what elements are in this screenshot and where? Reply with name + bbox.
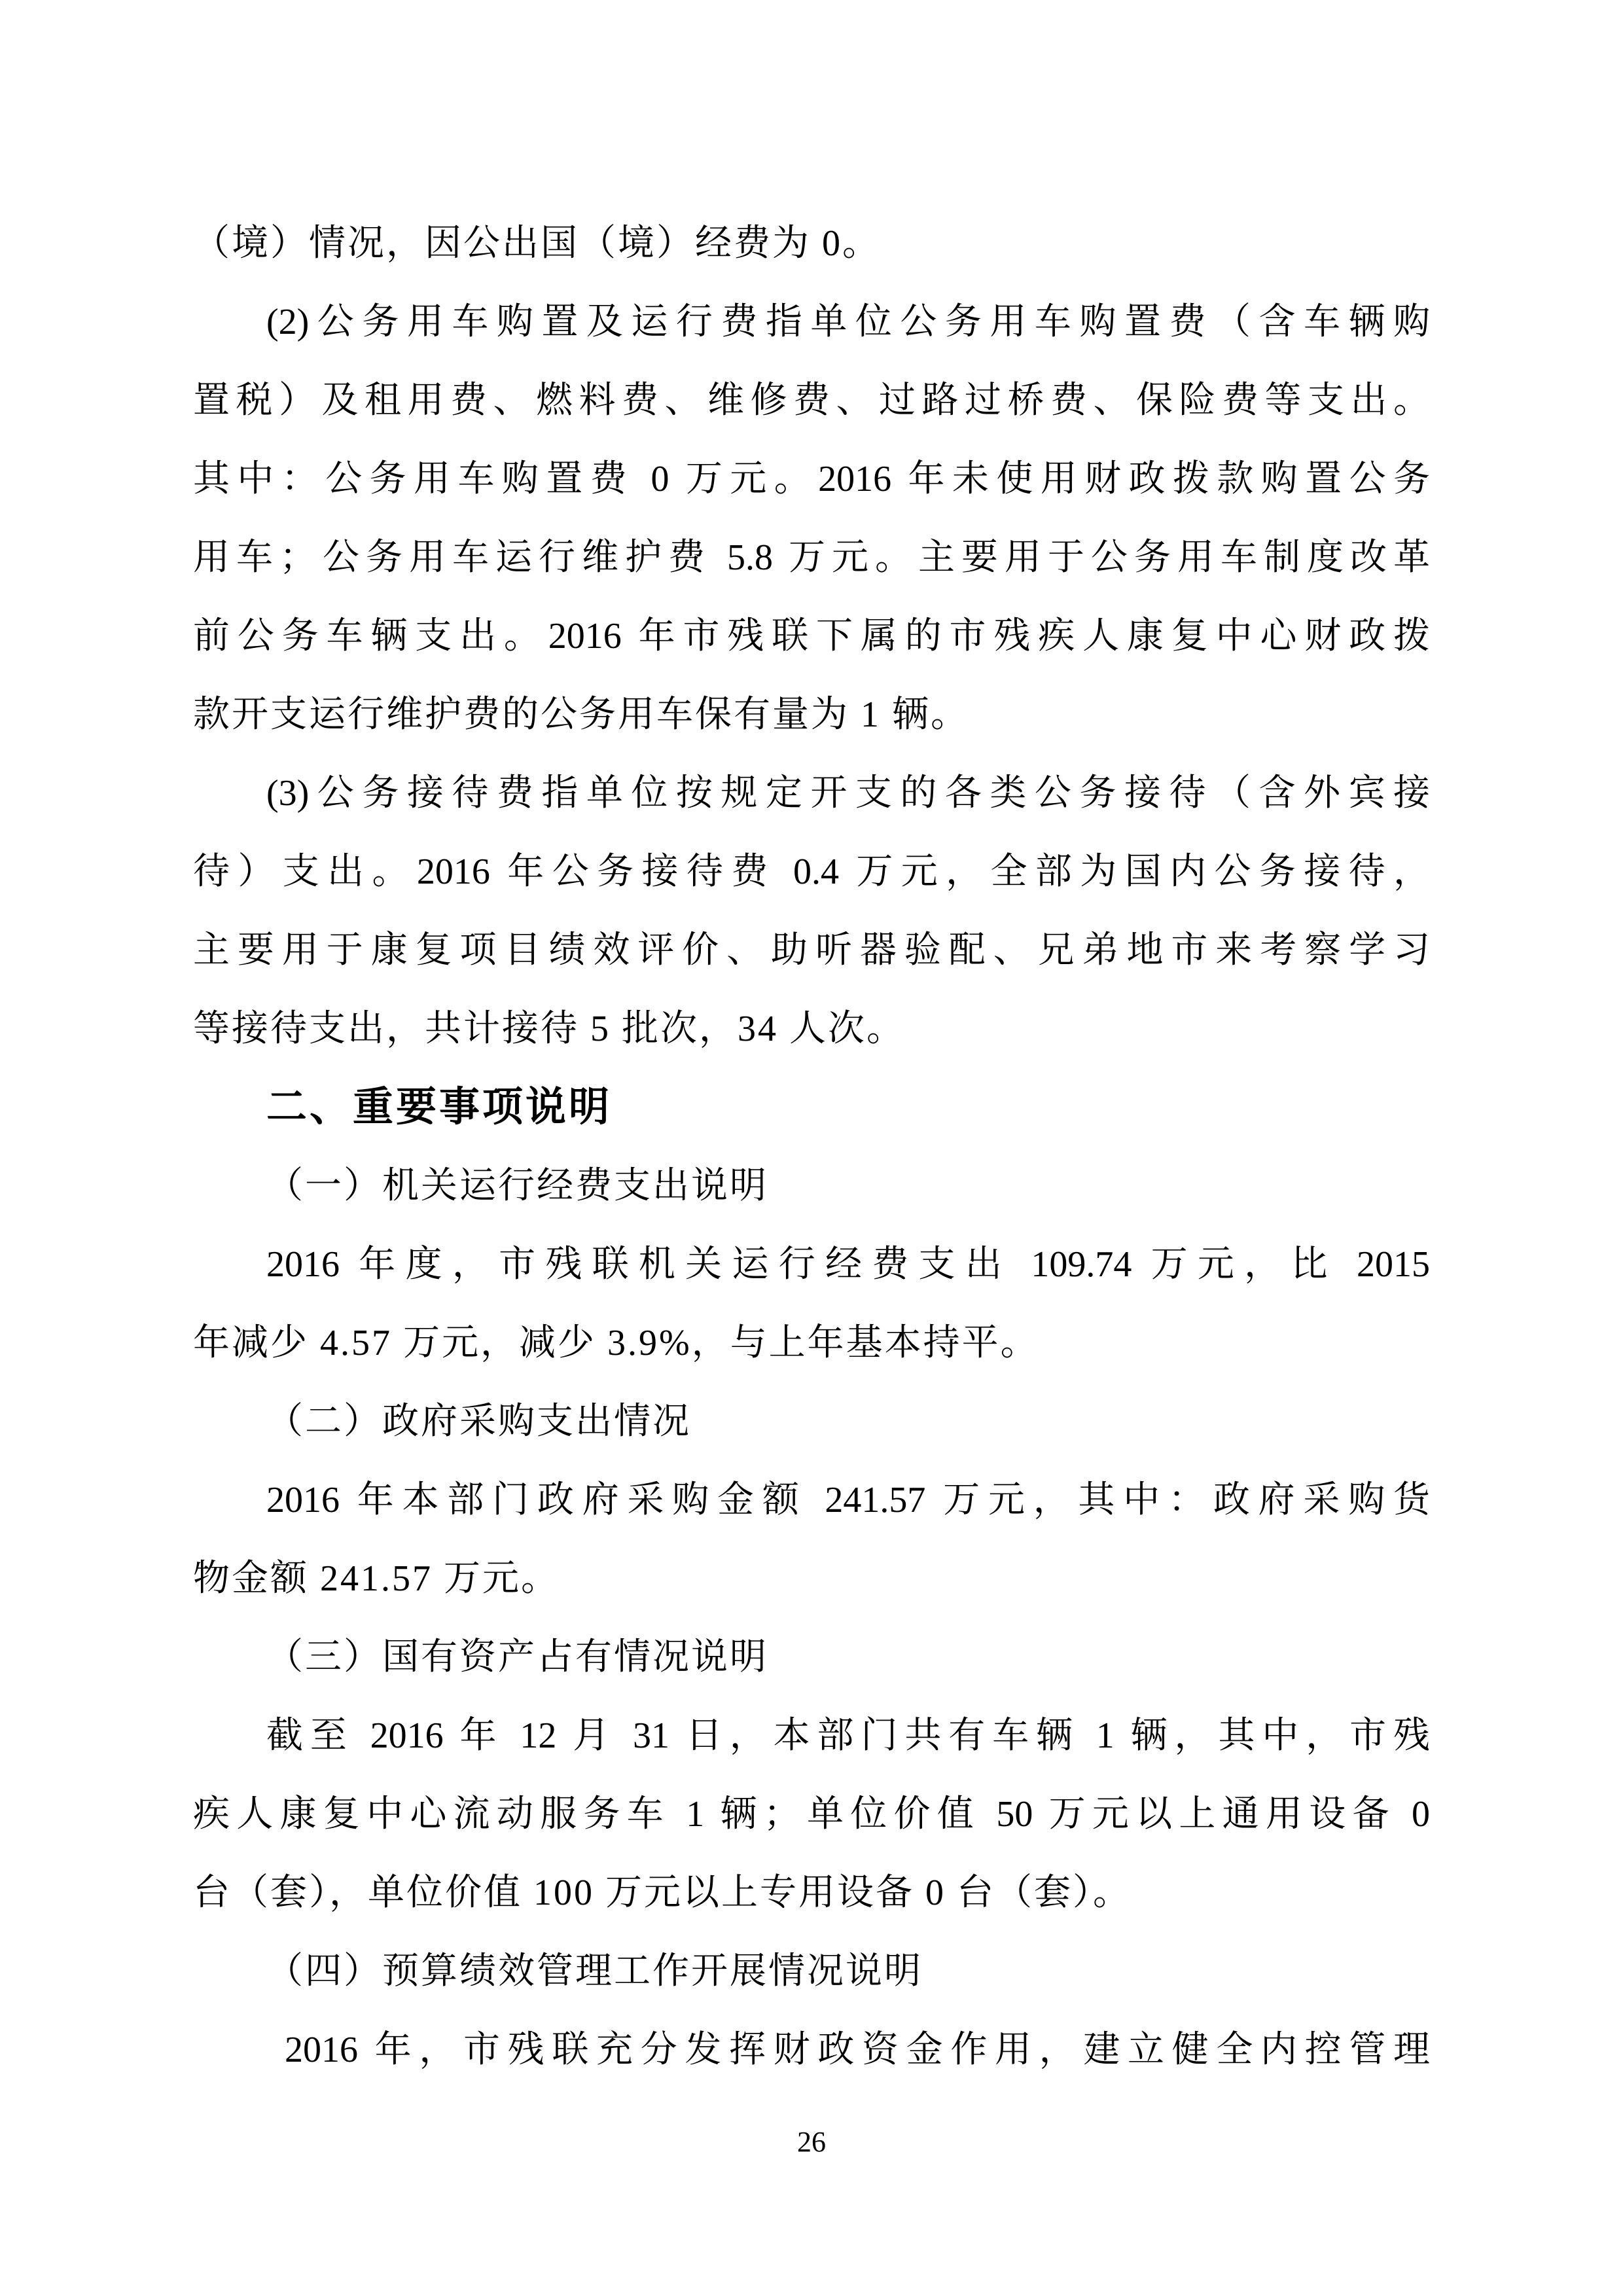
text-line: 台（套），单位价值 100 万元以上专用设备 0 台（套）。	[193, 1873, 1132, 1913]
text-line: 等接待支出，共计接待 5 批次，34 人次。	[193, 1009, 905, 1049]
text-line: 2016 年本部门政府采购金额 241.57 万元，其中：政府采购货	[266, 1480, 1430, 1520]
subsection-heading: （一）机关运行经费支出说明	[266, 1166, 768, 1206]
text-line: 截至 2016 年 12 月 31 日，本部门共有车辆 1 辆，其中，市残	[266, 1715, 1430, 1756]
text-line: 待）支出。2016 年公务接待费 0.4 万元，全部为国内公务接待，	[193, 852, 1430, 892]
page-number: 26	[797, 2126, 826, 2158]
text-line: 用车；公务用车运行维护费 5.8 万元。主要用于公务用车制度改革	[193, 537, 1430, 578]
text-line: 款开支运行维护费的公务用车保有量为 1 辆。	[193, 694, 969, 735]
text-line: （境）情况，因公出国（境）经费为 0。	[193, 223, 881, 264]
text-line: 2016 年，市残联充分发挥财政资金作用，建立健全内控管理	[285, 2030, 1430, 2070]
text-line: 疾人康复中心流动服务车 1 辆；单位价值 50 万元以上通用设备 0	[193, 1794, 1430, 1835]
text-line: (3)公务接待费指单位按规定开支的各类公务接待（含外宾接	[266, 773, 1430, 814]
subsection-heading: （三）国有资产占有情况说明	[266, 1637, 768, 1677]
subsection-heading: （二）政府采购支出情况	[266, 1401, 691, 1442]
text-line: 2016 年度，市残联机关运行经费支出 109.74 万元，比 2015	[266, 1244, 1430, 1285]
text-line: 主要用于康复项目绩效评价、助听器验配、兄弟地市来考察学习	[193, 930, 1430, 971]
text-line: 物金额 241.57 万元。	[193, 1558, 560, 1599]
text-line: 年减少 4.57 万元，减少 3.9%，与上年基本持平。	[193, 1323, 1039, 1363]
subsection-heading: （四）预算绩效管理工作开展情况说明	[266, 1951, 923, 1992]
text-line: 置税）及租用费、燃料费、维修费、过路过桥费、保险费等支出。	[193, 380, 1430, 421]
section-heading: 二、重要事项说明	[266, 1085, 613, 1130]
text-line: (2)公务用车购置及运行费指单位公务用车购置费（含车辆购	[266, 302, 1430, 342]
text-line: 前公务车辆支出。2016 年市残联下属的市残疾人康复中心财政拨	[193, 616, 1430, 656]
text-line: 其中：公务用车购置费 0 万元。2016 年未使用财政拨款购置公务	[193, 459, 1430, 499]
document-body	[193, 204, 1430, 2089]
